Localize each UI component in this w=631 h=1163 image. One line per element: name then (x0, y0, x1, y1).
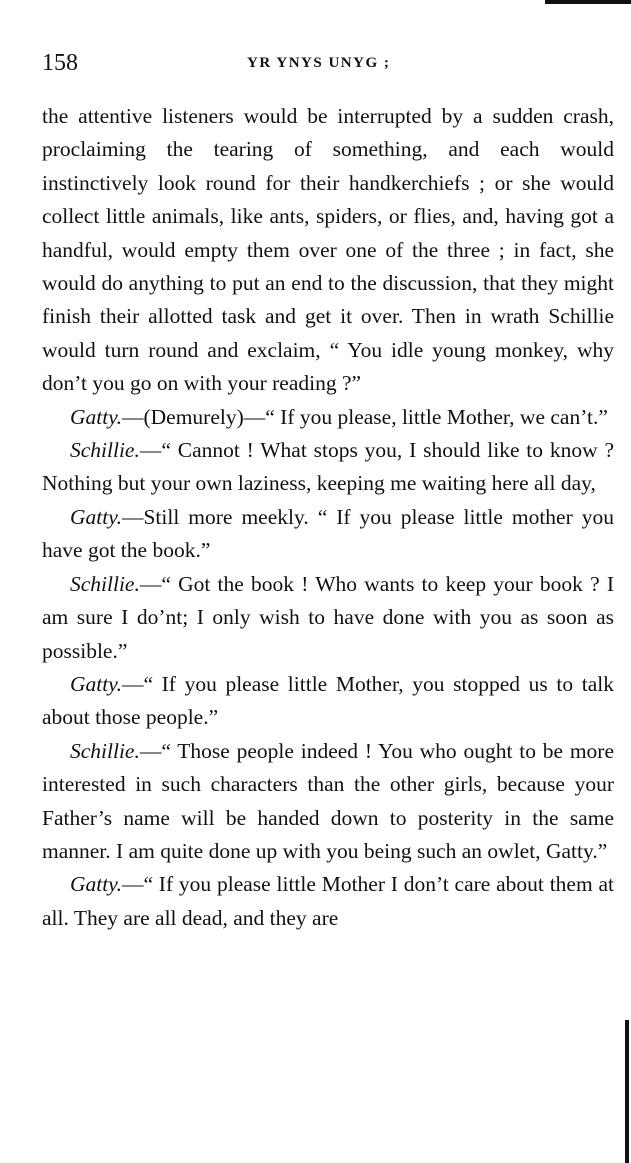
speaker-name: Schillie. (70, 738, 140, 763)
paragraph-text: —“ If you please little Mother, you stopped us to talk about those people.” (42, 671, 614, 730)
paragraph-text: the attentive listeners would be interrupted by a sudden crash, proclaiming the tearing of something, and each would instinctively look round for their handkerchiefs ; or she would collect little animals, like ants, spiders, or flies, and, having got a handful, would empty them over one of the three ; in fact, she would do anything to put an end to the discussion, that they might finish their allotted task and get it over. Then in wrath Schillie would turn round and exclaim, “ You idle young monkey, why don’t you go on with your reading ?” (42, 104, 614, 396)
paragraph (42, 868, 614, 935)
paragraph-text: —Still more meekly. “ If you please little mother you have got the book.” (42, 504, 614, 563)
speaker-name: Schillie. (70, 438, 140, 463)
page-header (42, 48, 614, 78)
top-edge-rule (545, 0, 631, 4)
body-text (42, 100, 614, 935)
speaker-name: Gatty. (70, 671, 122, 696)
paragraph (42, 668, 614, 735)
speaker-name: Gatty. (70, 404, 122, 429)
paragraph-text: —(Demurely)—“ If you please, little Mother, we can’t.” (121, 404, 608, 429)
paragraph (42, 501, 614, 568)
paragraph-text: —“ Cannot ! What stops you, I should like to know ? Nothing but your own laziness, keeping me waiting here all day, (42, 438, 614, 496)
page-number: 158 (42, 50, 78, 76)
paragraph (42, 434, 614, 501)
paragraph (42, 401, 614, 434)
running-title: YR YNYS UNYG ; (247, 55, 391, 71)
paragraph-text: —“ Got the book ! Who wants to keep your book ? I am sure I do’nt; I only wish to have done with you as soon as possible.” (42, 571, 614, 663)
paragraph-text: —“ Those people indeed ! You who ought to be more interested in such characters than the other girls, because your Father’s name will be handed down to posterity in the same manner. I am quite done up with you being such an owlet, Gatty.” (42, 738, 614, 863)
paragraph (42, 568, 614, 668)
speaker-name: Schillie. (70, 571, 140, 596)
speaker-name: Gatty. (70, 504, 122, 529)
paragraph (42, 100, 614, 401)
paragraph (42, 735, 614, 869)
paragraph-text: —“ If you please little Mother I don’t care about them at all. They are all dead, and they are (42, 872, 614, 930)
right-edge-rule (625, 1020, 629, 1163)
speaker-name: Gatty. (70, 872, 122, 897)
